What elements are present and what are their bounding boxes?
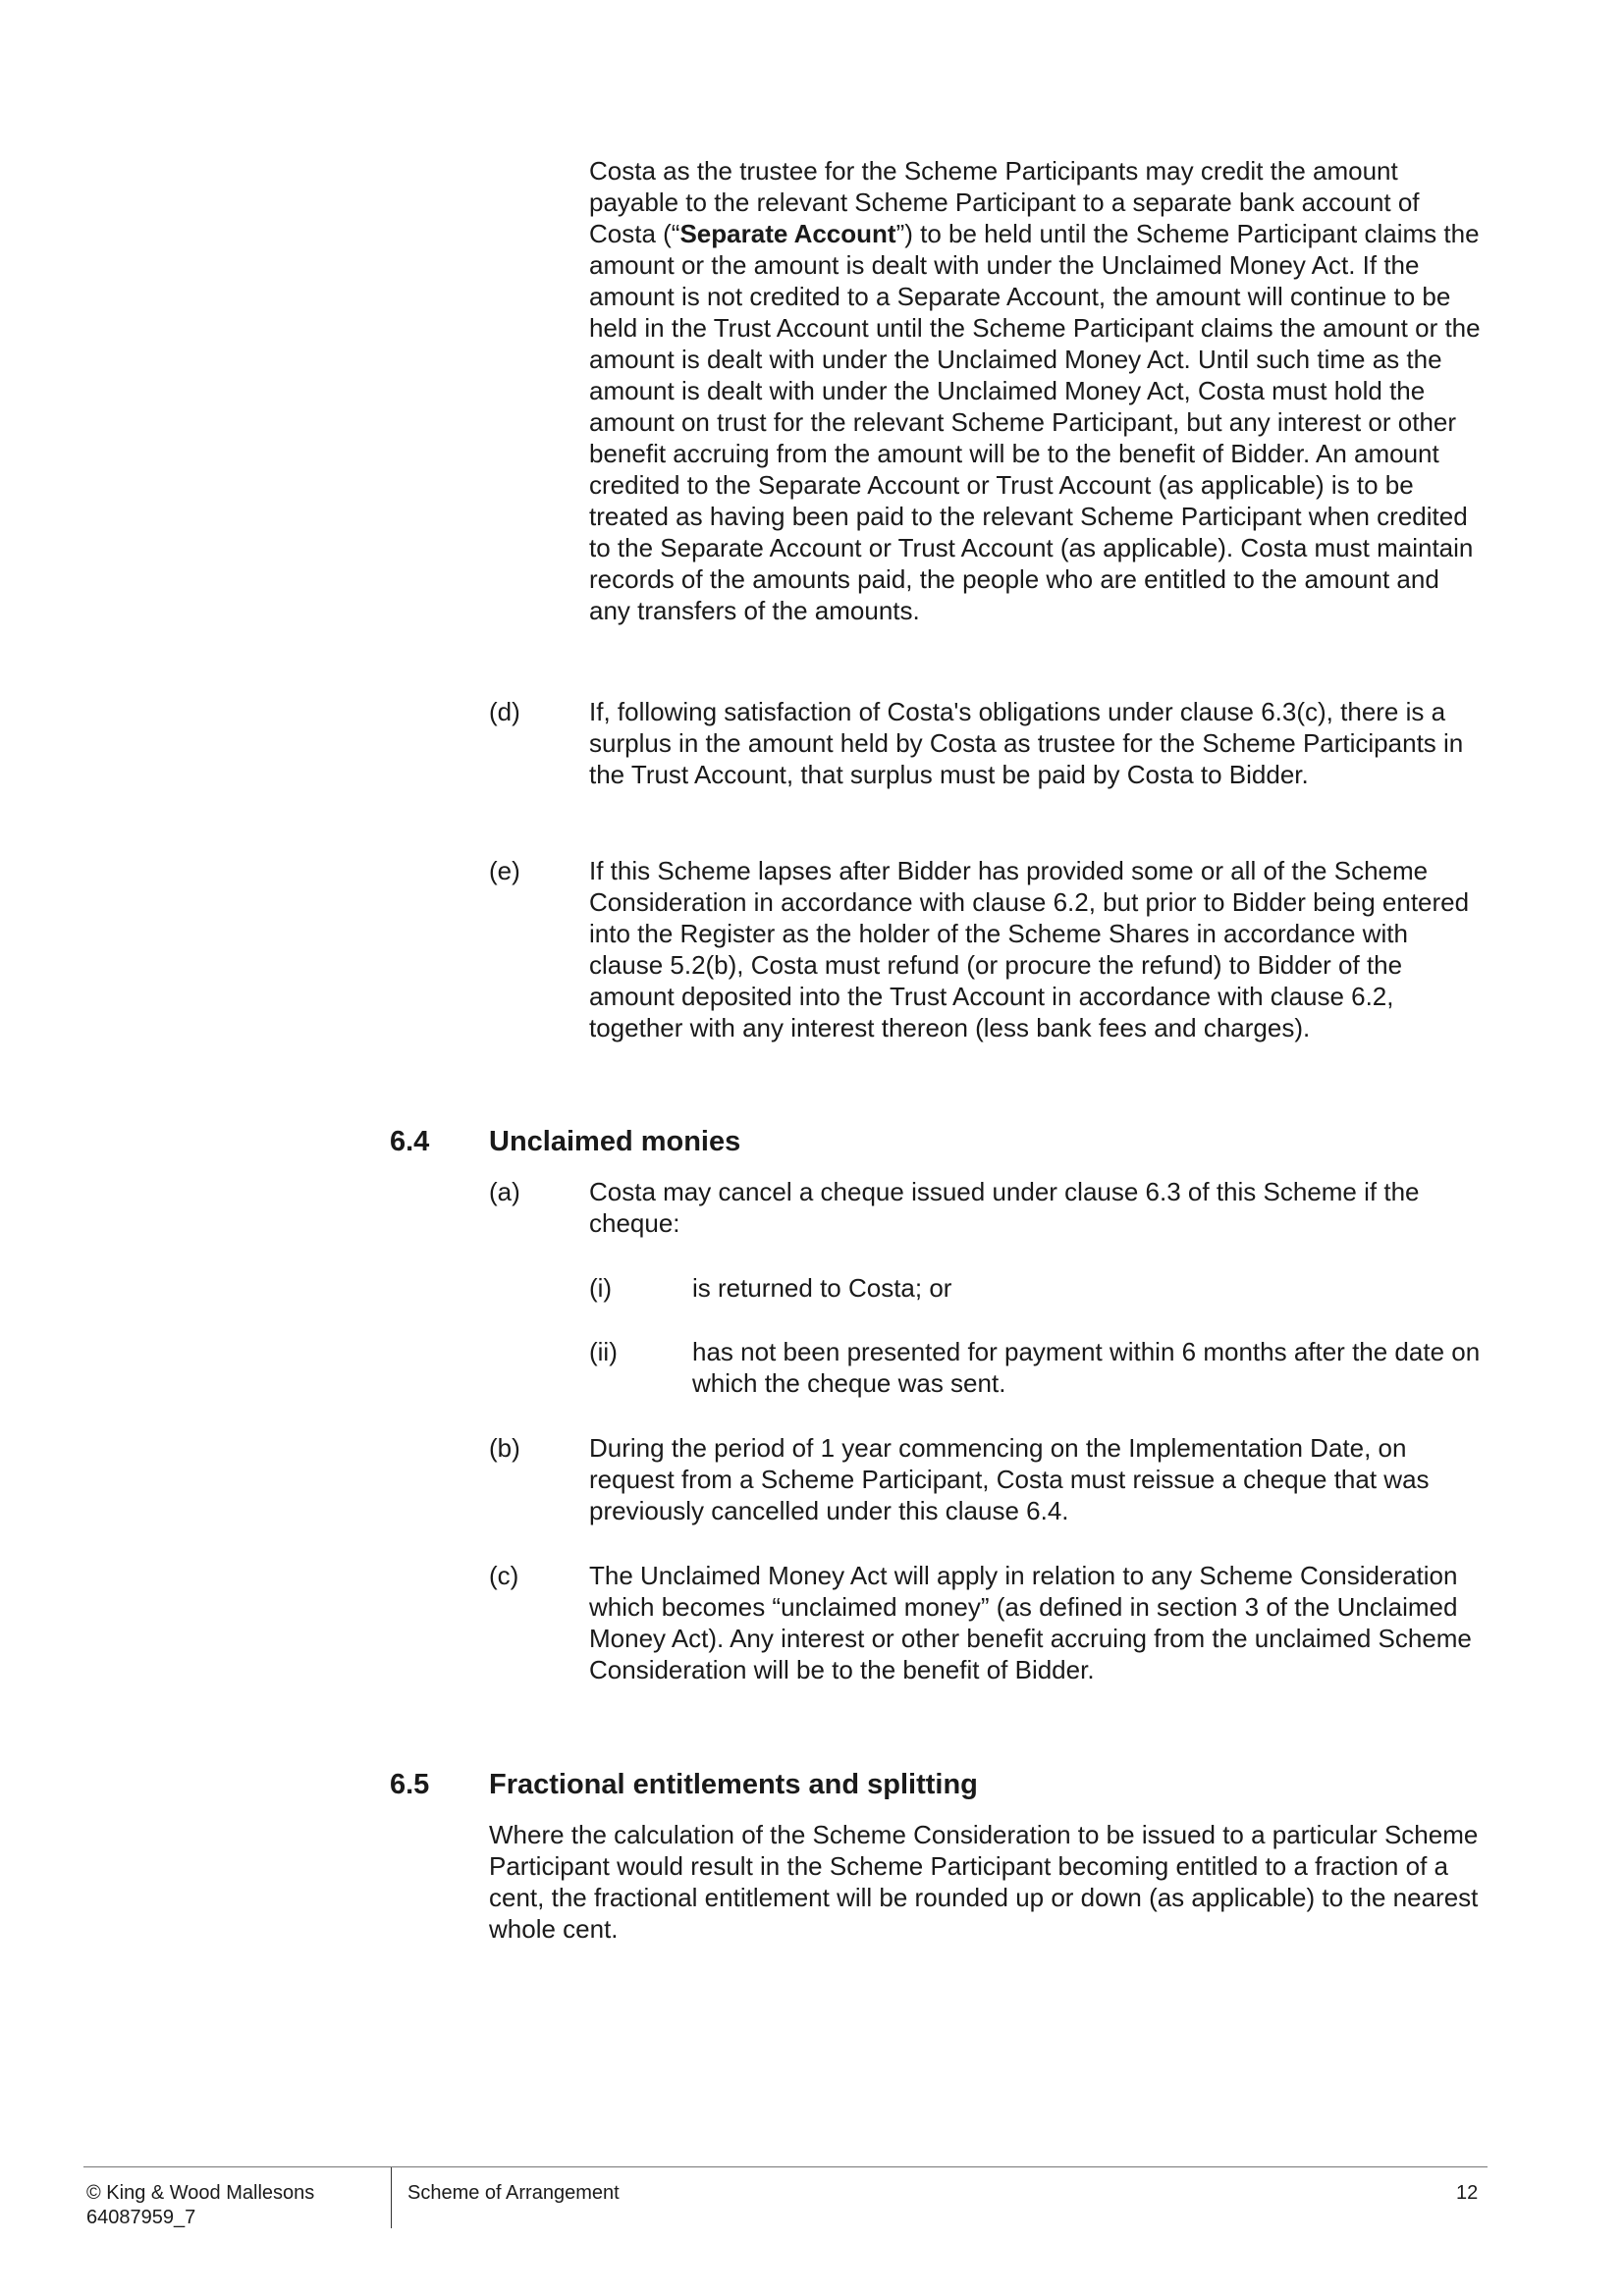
section-6-4-title: Unclaimed monies (489, 1126, 741, 1157)
subclause-label-i: (i) (589, 1273, 613, 1303)
footer-rule (83, 2166, 1488, 2167)
subclause-label-ii: (ii) (589, 1337, 618, 1366)
clause-6-4-a (589, 1176, 1483, 1239)
clause-e (589, 855, 1483, 1043)
page-number: 12 (1456, 2182, 1479, 2204)
footer-divider (391, 2167, 392, 2228)
section-6-5-title: Fractional entitlements and splitting (489, 1769, 978, 1800)
section-6-5-number: 6.5 (390, 1769, 430, 1800)
clause-6-4-b (589, 1432, 1483, 1526)
clause-label-d: (d) (489, 697, 520, 726)
clause-d-text: If, following satisfaction of Costa's obligations under clause 6.3(c), there is a surplus in the amount held by Costa as trustee for the Scheme Participants in the Trust Account, that surplus must be paid by Costa to Bidder. (589, 697, 1464, 789)
continuation-text: Costa as the trustee for the Scheme Participants may credit the amount payable to the relevant Scheme Participant to a separate bank account of Costa (“Separate Account”) to be held until the Scheme Participant claims the amount or the amount is dealt with under the Unclaimed Money Act. If the amount is not credited to a Separate Account, the amount will continue to be held in the Trust Account until the Scheme Participant claims the amount or the amount is dealt with under the Unclaimed Money Act. Until such time as the amount is dealt with under the Unclaimed Money Act, Costa must hold the amount on trust for the relevant Scheme Participant, but any interest or other benefit accruing from the amount will be to the benefit of Bidder. An amount credited to the Separate Account or Trust Account (as applicable) is to be treated as having been paid to the relevant Scheme Participant when credited to the Separate Account or Trust Account (as applicable). Costa must maintain records of the amounts paid, the people who are entitled to the amount and any transfers of the amounts. (589, 156, 1481, 625)
subclause-ii-text: has not been presented for payment within 6 months after the date on which the cheque was sent. (692, 1337, 1481, 1398)
clause-label-e: (e) (489, 856, 520, 885)
clause-6-4-a-text: Costa may cancel a cheque issued under clause 6.3 of this Scheme if the cheque: (589, 1177, 1420, 1238)
clause-e-text: If this Scheme lapses after Bidder has provided some or all of the Scheme Consideration in accordance with clause 6.2, but prior to Bidder being entered into the Register as the holder of the Scheme Shares in accordance with clause 5.2(b), Costa must refund (or procure the refund) to Bidder of the amount deposited into the Trust Account in accordance with clause 6.2, together with any interest thereon (less bank fees and charges). (589, 856, 1470, 1042)
clause-6-4-label-a: (a) (489, 1177, 520, 1206)
clause-d (589, 696, 1483, 790)
clause-6-4-c (589, 1560, 1483, 1685)
subclause-i-text: is returned to Costa; or (692, 1273, 952, 1303)
section-6-5-body (489, 1819, 1483, 1945)
section-6-4-number: 6.4 (390, 1126, 430, 1157)
subclause-i (692, 1272, 1483, 1304)
defined-term-separate-account: Separate Account (679, 219, 896, 248)
continuation-paragraph (589, 155, 1483, 626)
clause-6-4-c-text: The Unclaimed Money Act will apply in relation to any Scheme Consideration which becomes “unclaimed money” (as defined in section 3 of the Unclaimed Money Act). Any interest or other benefit accruing from the unclaimed Scheme Consideration will be to the benefit of Bidder. (589, 1561, 1472, 1684)
footer-doc-title: Scheme of Arrangement (407, 2182, 620, 2204)
footer-firm: © King & Wood Mallesons (86, 2182, 315, 2204)
section-6-5-text: Where the calculation of the Scheme Consideration to be issued to a particular Scheme Participant would result in the Scheme Participant becoming entitled to a fraction of a cent, the fractional entitlement will be rounded up or down (as applicable) to the nearest whole cent. (489, 1820, 1479, 1944)
subclause-ii (692, 1336, 1483, 1399)
clause-6-4-label-c: (c) (489, 1561, 519, 1590)
footer-doc-id: 64087959_7 (86, 2207, 196, 2228)
clause-6-4-label-b: (b) (489, 1433, 520, 1463)
clause-6-4-b-text: During the period of 1 year commencing on the Implementation Date, on request from a Scheme Participant, Costa must reissue a cheque that was previously cancelled under this clause 6.4. (589, 1433, 1430, 1525)
